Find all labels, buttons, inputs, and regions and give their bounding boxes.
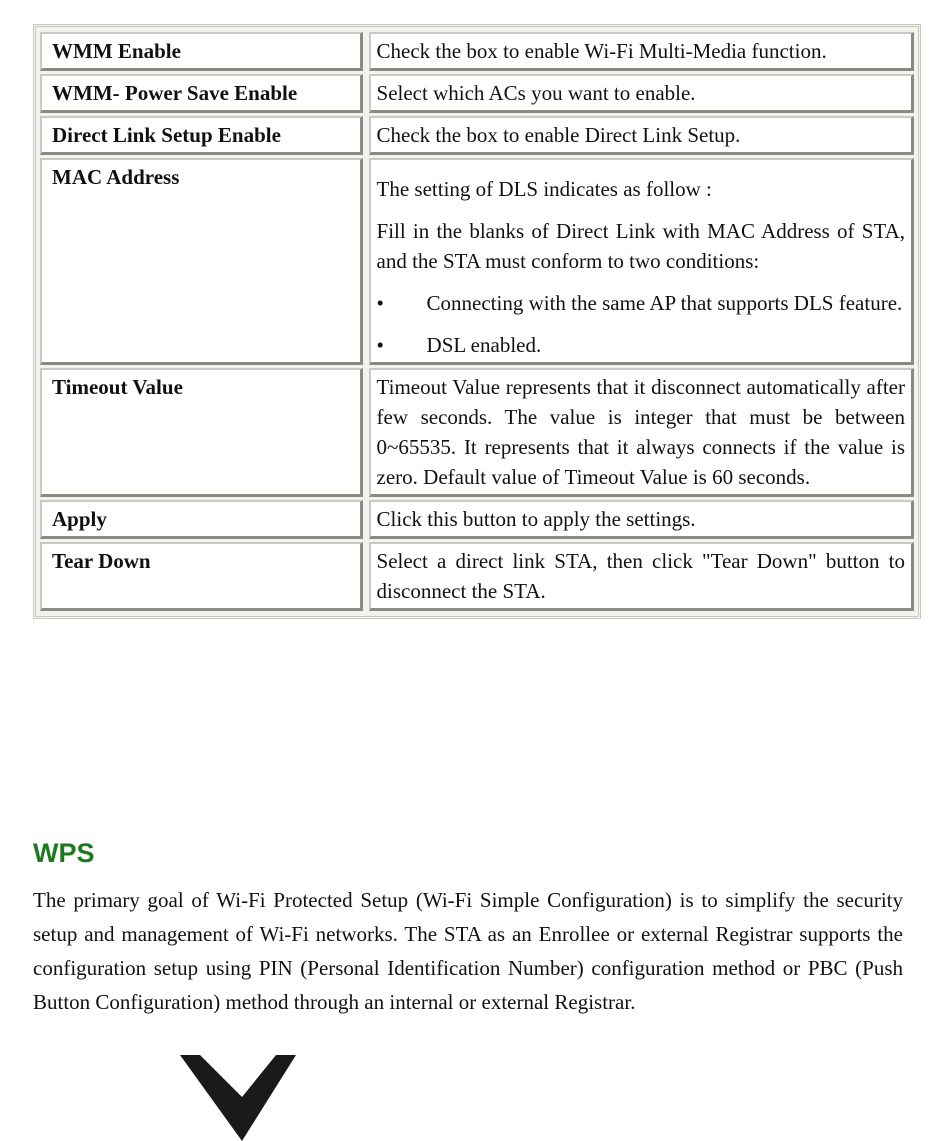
bullet-icon: • [376,291,384,315]
table-row-tear-down [40,542,914,611]
table-row-direct-link-setup [40,116,914,155]
row-name: Direct Link Setup Enable [40,116,363,155]
row-name: Tear Down [40,542,363,611]
row-description [369,500,914,539]
table-row-wmm-enable [40,32,914,71]
row-description-text: Check the box to enable Direct Link Setup. [376,123,741,147]
row-description-text: Select which ACs you want to enable. [376,81,696,105]
row-description [369,74,914,113]
row-description-text: Click this button to apply the settings. [376,507,696,531]
row-description [369,158,914,365]
row-description-text: Select a direct link STA, then click "Tear Down" button to disconnect the STA. [376,549,905,603]
row-name: MAC Address [40,158,363,365]
list-item [377,330,905,360]
chevron-down-icon [180,1055,300,1141]
row-name: Timeout Value [40,368,363,497]
bullet-icon: • [376,333,384,357]
table-row-timeout-value [40,368,914,497]
row-name: WMM- Power Save Enable [40,74,363,113]
row-description [369,116,914,155]
row-description-text: Check the box to enable Wi-Fi Multi-Media function. [376,39,827,63]
row-description [369,368,914,497]
row-name: Apply [40,500,363,539]
table-row-wmm-power-save [40,74,914,113]
section-heading-wps: WPS [33,838,95,868]
row-name: WMM Enable [40,32,363,71]
dls-intro-text: The setting of DLS indicates as follow : [376,177,712,201]
row-description-text: Timeout Value represents that it disconnect automatically after few seconds. The value is integer that must be between 0~65535. It represents that it always connects if the value is zero. Default value of Timeout Value is 60 seconds. [376,375,905,489]
list-item [377,288,905,318]
row-description [369,542,914,611]
settings-table [33,24,921,619]
section-body-text: The primary goal of Wi-Fi Protected Setup (Wi-Fi Simple Configuration) is to simplify the security setup and management of Wi-Fi networks. The STA as an Enrollee or external Registrar supports the configuration setup using PIN (Personal Identification Number) configuration method or PBC (Push Button Configuration) method through an internal or external Registrar. [33,888,903,1014]
list-item-text: Connecting with the same AP that supports DLS feature. [426,291,903,315]
table-row-mac-address [40,158,914,365]
row-description [369,32,914,71]
dls-conditions-text: Fill in the blanks of Direct Link with MAC Address of STA, and the STA must conform to two conditions: [376,219,905,273]
list-item-text: DSL enabled. [426,333,542,357]
table-row-apply [40,500,914,539]
